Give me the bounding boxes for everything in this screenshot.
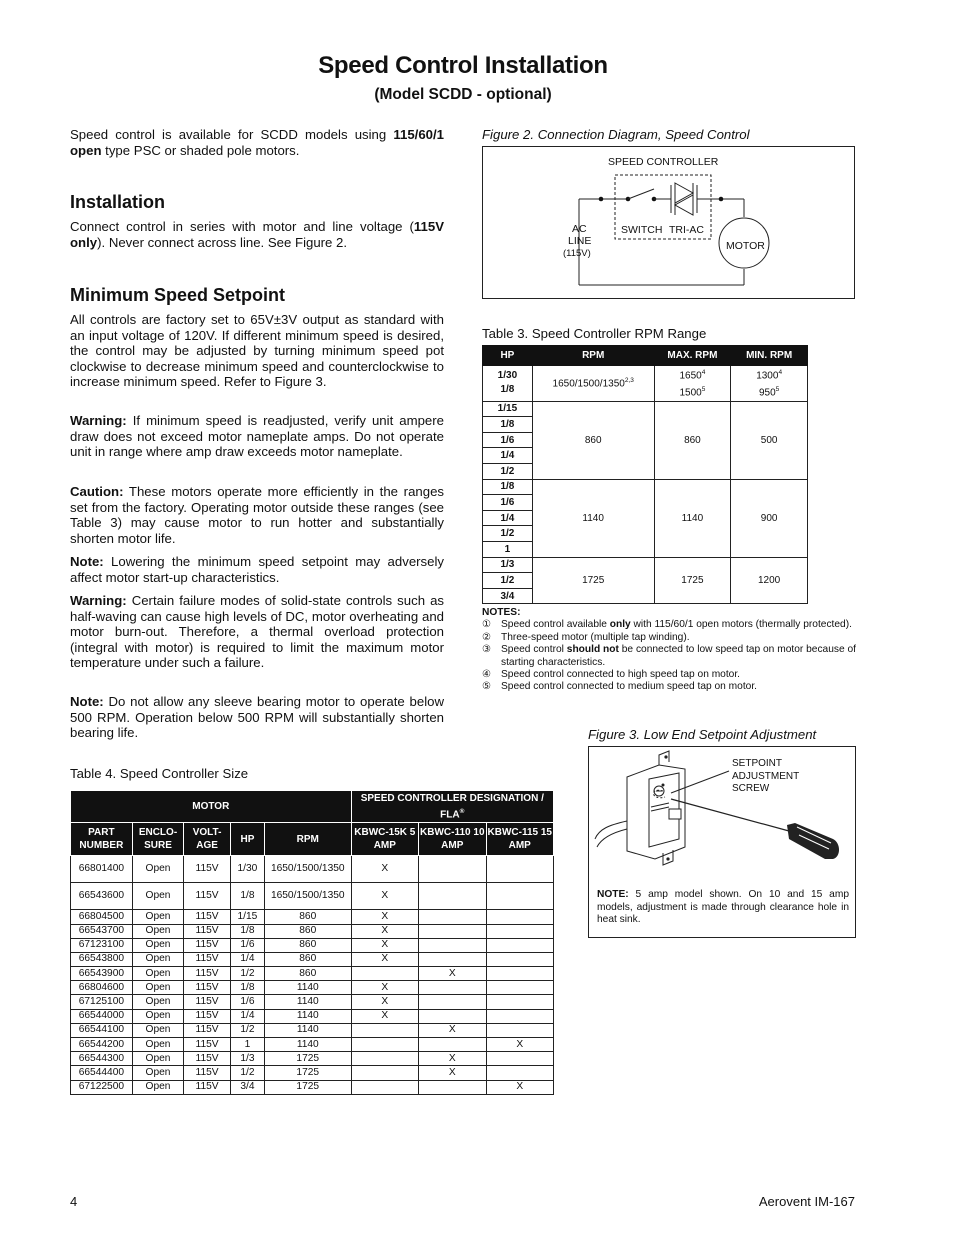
table-cell: 115V (184, 1080, 231, 1094)
table-cell: 1/8 (230, 981, 264, 995)
note-item: ② Three-speed motor (multiple tap winding). (482, 631, 690, 643)
note-item: ④ Speed control connected to high speed tap on motor. (482, 669, 741, 681)
ac-label: AC (572, 223, 587, 235)
col-kbwc-15k: KBWC-15K 5 AMP (351, 823, 418, 856)
table-cell (486, 1023, 554, 1037)
col-rpm: RPM (532, 346, 654, 366)
table-cell (351, 1052, 418, 1066)
table-cell: Open (132, 952, 183, 966)
table-cell (486, 856, 554, 883)
table-cell (419, 981, 486, 995)
col-part-number: PART NUMBER (71, 823, 133, 856)
group-controller-header: SPEED CONTROLLER DESIGNATION / FLA® (351, 791, 553, 823)
table-cell (486, 981, 554, 995)
table4-caption: Table 4. Speed Controller Size (70, 766, 249, 781)
document-id: Aerovent IM-167 (758, 1194, 855, 1209)
table-cell: Open (132, 981, 183, 995)
page-subtitle: (Model SCDD - optional) (374, 86, 552, 103)
hp-cell: 1/30 1/8 (483, 366, 533, 402)
col-kbwc-115: KBWC-115 15 AMP (486, 823, 554, 856)
note-item: ③ Speed control should not be connected to low speed tap on motor because of starting characteristics. (482, 644, 856, 668)
table-cell: 860 (264, 952, 351, 966)
max-rpm-cell: 860 (654, 401, 731, 479)
table-cell: X (351, 1009, 418, 1023)
table3-notes (482, 607, 856, 694)
table-row (71, 938, 554, 952)
table-cell: Open (132, 1023, 183, 1037)
table-cell: 115V (184, 924, 231, 938)
warning-paragraph-2: Warning: Certain failure modes of solid-state controls such as half-waving can cause high levels of DC, motor overheating and motor burn-out. Therefore, a thermal overload protection (integral with motor) is required to limit the maximum motor temperature under such a failure. (70, 593, 444, 671)
table-cell: 1/2 (230, 1066, 264, 1080)
hp-cell: 1/3 (483, 557, 533, 573)
note-paragraph-1: Note: Lowering the minimum speed setpoint may adversely affect motor start-up characteristics. (70, 554, 444, 585)
table-cell: X (486, 1080, 554, 1094)
table-cell: X (351, 952, 418, 966)
hp-cell: 1/2 (483, 573, 533, 589)
table-cell: X (351, 910, 418, 924)
table-cell: 115V (184, 938, 231, 952)
table-cell: 1/2 (230, 967, 264, 981)
table-cell: 1/8 (230, 883, 264, 910)
table-row (71, 1009, 554, 1023)
triac-icon (671, 183, 697, 215)
table-cell (351, 967, 418, 981)
col-hp: HP (230, 823, 264, 856)
table-cell: 1650/1500/1350 (264, 883, 351, 910)
table-cell (486, 1009, 554, 1023)
hp-cell: 1/2 (483, 464, 533, 480)
table-row (71, 995, 554, 1009)
note-item: ① Speed control available only with 115/60/1 open motors (thermally protected). (482, 619, 852, 631)
col-hp: HP (483, 346, 533, 366)
intro-paragraph: Speed control is available for SCDD models using 115/60/1 open type PSC or shaded pole motors. (70, 127, 444, 158)
speed-controller-label: SPEED CONTROLLER (608, 156, 719, 168)
col-min-rpm: MIN. RPM (731, 346, 808, 366)
table-cell: 115V (184, 1038, 231, 1052)
table-cell (351, 1066, 418, 1080)
table-cell: 67125100 (71, 995, 133, 1009)
table-row (71, 1023, 554, 1037)
table-cell: Open (132, 924, 183, 938)
max-rpm-cell: 1725 (654, 557, 731, 604)
table-cell: 1140 (264, 1023, 351, 1037)
table-cell: 115V (184, 967, 231, 981)
table-cell: 66804600 (71, 981, 133, 995)
table-cell: X (419, 1052, 486, 1066)
table-cell: 67123100 (71, 938, 133, 952)
page-number: 4 (70, 1194, 78, 1209)
table-cell: 115V (184, 1066, 231, 1080)
table-cell: 1/6 (230, 938, 264, 952)
hp-cell: 1 (483, 542, 533, 558)
table-cell: 66544000 (71, 1009, 133, 1023)
table-cell (419, 883, 486, 910)
col-enclosure: ENCLO-SURE (132, 823, 183, 856)
table-cell: 66543600 (71, 883, 133, 910)
max-rpm-cell: 1650$^4$ 1500$^5$ (654, 366, 731, 402)
rpm-range-table (482, 345, 808, 604)
hp-cell: 1/8 (483, 417, 533, 433)
table-cell (486, 938, 554, 952)
table-cell: 860 (264, 924, 351, 938)
table-row (71, 883, 554, 910)
table-cell: 860 (264, 967, 351, 981)
min-rpm-cell: 1300$^4$ $950^5$ (731, 366, 808, 402)
table-cell: 115V (184, 995, 231, 1009)
table-cell: 1/8 (230, 924, 264, 938)
table-row (71, 1038, 554, 1052)
table-cell: 1/15 (230, 910, 264, 924)
table-cell: 115V (184, 952, 231, 966)
table-cell (486, 1066, 554, 1080)
table-cell (419, 995, 486, 1009)
table-cell: Open (132, 910, 183, 924)
table-cell: 1725 (264, 1080, 351, 1094)
table-cell: 1140 (264, 995, 351, 1009)
table-cell: 860 (264, 938, 351, 952)
table-row (71, 910, 554, 924)
min-speed-heading: Minimum Speed Setpoint (70, 285, 286, 305)
rpm-cell: 1140 (532, 479, 654, 557)
hp-cell: 1/2 (483, 526, 533, 542)
col-max-rpm: MAX. RPM (654, 346, 731, 366)
table-cell: 115V (184, 883, 231, 910)
min-speed-paragraph: All controls are factory set to 65V±3V output as standard with an input voltage of 120V. If different minimum speed is desired, the control may be adjusted by turning minimum speed pot clockwise to decrease minimum speed and counterclockwise to increase minimum speed. Refer to Figure 3. (70, 312, 444, 390)
table-cell: X (419, 1023, 486, 1037)
table-row (71, 924, 554, 938)
table-row (71, 952, 554, 966)
table-cell: Open (132, 1009, 183, 1023)
table-row (71, 981, 554, 995)
table-row (71, 1052, 554, 1066)
min-rpm-cell: 500 (731, 401, 808, 479)
table-cell: Open (132, 883, 183, 910)
table-cell: X (351, 981, 418, 995)
table-cell (351, 1023, 418, 1037)
screwdriver-icon (671, 799, 839, 859)
table-cell: 1/2 (230, 1023, 264, 1037)
table-cell: Open (132, 1038, 183, 1052)
table-cell: 115V (184, 1052, 231, 1066)
table-cell: 66804500 (71, 910, 133, 924)
table-cell: X (351, 924, 418, 938)
controller-size-table (70, 790, 554, 1095)
table-cell: Open (132, 856, 183, 883)
speed-controller-illustration (595, 751, 729, 865)
table-cell: X (419, 967, 486, 981)
table3-caption: Table 3. Speed Controller RPM Range (482, 326, 707, 341)
volt-label: (115V) (563, 248, 591, 259)
table-cell: 115V (184, 910, 231, 924)
table-cell (486, 1052, 554, 1066)
min-rpm-cell: 900 (731, 479, 808, 557)
table-cell: 66543700 (71, 924, 133, 938)
table-cell: 1725 (264, 1066, 351, 1080)
hp-cell: 1/4 (483, 448, 533, 464)
notes-label: NOTES: (482, 607, 521, 618)
col-voltage: VOLT-AGE (184, 823, 231, 856)
table-cell: 115V (184, 981, 231, 995)
installation-heading: Installation (70, 192, 166, 212)
table-cell: 66801400 (71, 856, 133, 883)
installation-paragraph: Connect control in series with motor and line voltage (115V only). Never connect across line. See Figure 2. (70, 219, 444, 250)
table-cell: 3/4 (230, 1080, 264, 1094)
group-motor-header: MOTOR (71, 791, 352, 823)
table-cell: Open (132, 1080, 183, 1094)
caution-paragraph: Caution: These motors operate more efficiently in the ranges set from the factory. Operating motor outside these ranges (see Table 3) may cause motor to run hotter and substantially shorten motor life. (70, 484, 444, 546)
table-cell: Open (132, 1052, 183, 1066)
table-cell: Open (132, 938, 183, 952)
table-cell: 66543900 (71, 967, 133, 981)
max-rpm-cell: 1140 (654, 479, 731, 557)
table-cell: 66544400 (71, 1066, 133, 1080)
table-cell: X (486, 1038, 554, 1052)
table-cell: Open (132, 1066, 183, 1080)
table-cell (419, 856, 486, 883)
table-cell (351, 1038, 418, 1052)
note-paragraph-2: Note: Do not allow any sleeve bearing motor to operate below 500 RPM. Operation below 500 RPM will substantially shorten bearing life. (70, 694, 444, 741)
table-cell (351, 1080, 418, 1094)
table-cell: 66543800 (71, 952, 133, 966)
min-rpm-cell: 1200 (731, 557, 808, 604)
table-cell (419, 910, 486, 924)
figure3-caption: Figure 3. Low End Setpoint Adjustment (588, 727, 817, 742)
table-cell: 1140 (264, 1009, 351, 1023)
connection-diagram (482, 146, 855, 299)
table-cell: 1/4 (230, 952, 264, 966)
switch-label: SWITCH (621, 224, 663, 236)
rpm-cell: 1650/1500/1350$^{2,3}$ (532, 366, 654, 402)
setpoint-figure (588, 746, 856, 938)
triac-label: TRI-AC (669, 224, 704, 236)
table-cell: X (351, 856, 418, 883)
table-cell: 1 (230, 1038, 264, 1052)
table-cell (419, 924, 486, 938)
table-cell: 1/4 (230, 1009, 264, 1023)
table-cell: 860 (264, 910, 351, 924)
table-cell: X (351, 995, 418, 1009)
table-cell: 67122500 (71, 1080, 133, 1094)
table-cell: 1/6 (230, 995, 264, 1009)
table-cell: 66544300 (71, 1052, 133, 1066)
table-cell: Open (132, 967, 183, 981)
col-rpm: RPM (264, 823, 351, 856)
table-cell (419, 1080, 486, 1094)
page-title: Speed Control Installation (318, 52, 608, 79)
hp-cell: 1/8 (483, 479, 533, 495)
table-cell: 1140 (264, 981, 351, 995)
table-cell: 1/3 (230, 1052, 264, 1066)
table-cell (486, 995, 554, 1009)
rpm-cell: 1725 (532, 557, 654, 604)
hp-cell: 1/15 (483, 401, 533, 417)
table-row (71, 1080, 554, 1094)
hp-cell: 1/6 (483, 432, 533, 448)
table-cell: 115V (184, 1023, 231, 1037)
col-kbwc-110: KBWC-110 10 AMP (419, 823, 486, 856)
table-cell (486, 924, 554, 938)
table-cell: X (351, 883, 418, 910)
note-item: ⑤ Speed control connected to medium speed tap on motor. (482, 681, 757, 693)
figure3-note: NOTE: 5 amp model shown. On 10 and 15 amp models, adjustment is made through clearance hole in heat sink. (597, 889, 849, 925)
table-cell (486, 952, 554, 966)
table-cell: X (419, 1066, 486, 1080)
table-cell: 1/30 (230, 856, 264, 883)
table-cell: 1725 (264, 1052, 351, 1066)
hp-cell: 3/4 (483, 588, 533, 604)
table-cell: Open (132, 995, 183, 1009)
setpoint-screw-label: SETPOINT ADJUSTMENT SCREW (732, 758, 800, 794)
table-cell: X (351, 938, 418, 952)
table-row (71, 967, 554, 981)
table-cell (486, 910, 554, 924)
hp-cell: 1/6 (483, 495, 533, 511)
table-row (71, 1066, 554, 1080)
table-row (71, 856, 554, 883)
hp-cell: 1/4 (483, 510, 533, 526)
rpm-cell: 860 (532, 401, 654, 479)
table-cell (419, 952, 486, 966)
table-cell: 66544100 (71, 1023, 133, 1037)
table-cell (419, 938, 486, 952)
table-cell: 1140 (264, 1038, 351, 1052)
figure2-caption: Figure 2. Connection Diagram, Speed Control (482, 127, 750, 142)
table-cell (419, 1009, 486, 1023)
line-label: LINE (568, 235, 592, 247)
table-cell: 115V (184, 1009, 231, 1023)
table-cell: 1650/1500/1350 (264, 856, 351, 883)
table-cell (419, 1038, 486, 1052)
table-cell (486, 883, 554, 910)
table-cell: 115V (184, 856, 231, 883)
warning-paragraph-1: Warning: If minimum speed is readjusted, verify unit ampere draw does not exceed motor nameplate amps. Do not operate unit in range where amp draw exceeds motor nameplate. (70, 413, 444, 460)
table-cell: 66544200 (71, 1038, 133, 1052)
table-cell (486, 967, 554, 981)
motor-label: MOTOR (726, 240, 765, 252)
